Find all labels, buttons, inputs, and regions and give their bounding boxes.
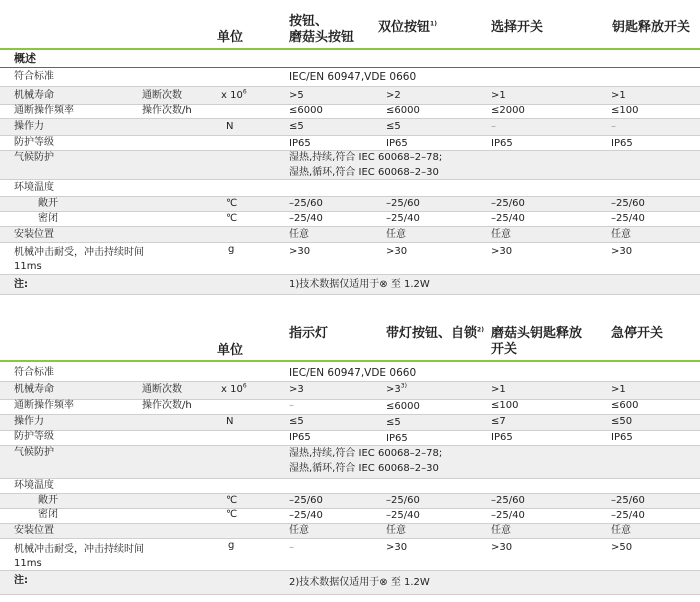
cell: 任意 (289, 229, 309, 240)
row-shade (0, 119, 700, 135)
row-shade (0, 87, 700, 105)
cell: 任意 (611, 525, 631, 536)
row-shade (0, 524, 700, 538)
row-label-open: 敞开 (38, 495, 58, 506)
cell: ≤100 (491, 400, 519, 411)
sub-label: 通断次数 (142, 384, 182, 395)
unit-cell: ℃ (226, 495, 238, 506)
unit-cell: g (228, 540, 235, 551)
cell: ≤600 (611, 400, 639, 411)
cell: –25/40 (491, 213, 525, 224)
cell: –25/40 (289, 510, 323, 521)
row-label-force: 操作力 (14, 121, 44, 132)
row-shade (0, 227, 700, 242)
unit-cell: g (228, 244, 235, 255)
row-label-frequency: 通断操作频率 (14, 105, 74, 116)
cell: IP65 (386, 433, 408, 444)
cell: –25/60 (611, 495, 645, 506)
note-text: 1)技术数据仅适用于⊗ 至 1.2W (289, 279, 430, 290)
accent-rule (0, 48, 700, 50)
cell: ≤5 (289, 416, 304, 427)
cell: –25/60 (289, 198, 323, 209)
header-unit: 单位 (217, 343, 244, 358)
cell: –25/60 (289, 495, 323, 506)
header-unit: 单位 (217, 30, 244, 45)
climate-line-1: 湿热,持续,符合 IEC 60068–2–78; (289, 448, 443, 459)
cell: >30 (289, 246, 311, 257)
climate-line-2: 湿热,循环,符合 IEC 60068–2–30 (289, 167, 439, 178)
section-title: 概述 (14, 52, 36, 65)
header-col1: 指示灯 (289, 326, 329, 341)
cell: –25/40 (491, 510, 525, 521)
header-col4: 急停开关 (611, 326, 664, 341)
row-label-standard: 符合标准 (14, 367, 54, 378)
header-col4: 钥匙释放开关 (612, 20, 691, 35)
header-col3-line2: 开关 (491, 342, 518, 357)
row-label-frequency: 通断操作频率 (14, 400, 74, 411)
header-col3: 选择开关 (491, 20, 544, 35)
cell: >30 (491, 246, 513, 257)
row-shade (0, 415, 700, 430)
cell: ≤6000 (386, 401, 420, 412)
row-label-life: 机械寿命 (14, 90, 54, 101)
cell: IP65 (491, 138, 513, 149)
cell: >1 (491, 90, 506, 101)
cell: ≤5 (386, 121, 401, 132)
cell: >30 (386, 246, 408, 257)
row-shade (0, 197, 700, 211)
cell: >5 (289, 90, 304, 101)
unit-cell: N (226, 121, 234, 132)
row-label-force: 操作力 (14, 416, 44, 427)
row-shade (0, 382, 700, 400)
cell: –25/40 (386, 213, 420, 224)
row-label-shock-duration: 11ms (14, 261, 42, 272)
cell: –25/40 (611, 510, 645, 521)
cell: $>3^{3)}$ (386, 382, 407, 395)
unit-cell: ℃ (226, 213, 238, 224)
cell: IP65 (611, 432, 633, 443)
cell: >30 (386, 542, 408, 553)
cell: >50 (611, 542, 633, 553)
cell: – (491, 121, 496, 132)
unit-cell: x $10^6$ (221, 88, 247, 101)
cell: –25/60 (386, 495, 420, 506)
cell: ≤6000 (386, 105, 420, 116)
unit-cell: x $10^6$ (221, 382, 247, 395)
cell: >1 (611, 384, 626, 395)
cell: –25/60 (491, 198, 525, 209)
divider (0, 67, 700, 68)
standard-value: IEC/EN 60947,VDE 0660 (289, 367, 417, 379)
note-text: 2)技术数据仅适用于⊗ 至 1.2W (289, 577, 430, 588)
note-label: 注: (14, 279, 28, 290)
cell: –25/40 (611, 213, 645, 224)
cell: 任意 (491, 525, 511, 536)
cell: – (289, 400, 294, 411)
row-shade (0, 494, 700, 508)
cell: ≤2000 (491, 105, 525, 116)
row-label-standard: 符合标准 (14, 71, 54, 82)
row-label-closed: 密闭 (38, 509, 58, 520)
row-label-closed: 密闭 (38, 213, 58, 224)
standard-value: IEC/EN 60947,VDE 0660 (289, 71, 417, 83)
row-label-mounting: 安装位置 (14, 525, 54, 536)
header-col1-line2: 磨菇头按钮 (289, 30, 355, 45)
row-label-mounting: 安装位置 (14, 229, 54, 240)
row-label-life: 机械寿命 (14, 384, 54, 395)
cell: >1 (611, 90, 626, 101)
climate-line-2: 湿热,循环,符合 IEC 60068–2–30 (289, 463, 439, 474)
row-label-protection: 防护等级 (14, 431, 54, 442)
cell: >30 (611, 246, 633, 257)
note-label: 注: (14, 575, 28, 586)
cell: –25/40 (386, 510, 420, 521)
cell: ≤6000 (289, 105, 323, 116)
cell: – (611, 121, 616, 132)
row-label-climate: 气候防护 (14, 152, 54, 163)
cell: ≤5 (386, 417, 401, 428)
cell: 任意 (491, 229, 511, 240)
row-label-shock-duration: 11ms (14, 558, 42, 569)
cell: ≤100 (611, 105, 639, 116)
cell: ≤50 (611, 416, 633, 427)
cell: IP65 (611, 138, 633, 149)
cell: >3 (289, 384, 304, 395)
cell: IP65 (386, 138, 408, 149)
cell: IP65 (289, 432, 311, 443)
cell: –25/40 (289, 213, 323, 224)
cell: ≤7 (491, 416, 506, 427)
accent-rule (0, 360, 700, 362)
header-col2: 带灯按钮、自锁$^{2)}$ (386, 326, 484, 341)
climate-line-1: 湿热,持续,符合 IEC 60068–2–78; (289, 152, 443, 163)
row-label-temperature: 环境温度 (14, 480, 54, 491)
sub-label: 操作次数/h (142, 105, 192, 116)
cell: 任意 (611, 229, 631, 240)
row-label-protection: 防护等级 (14, 137, 54, 148)
cell: –25/60 (611, 198, 645, 209)
cell: –25/60 (491, 495, 525, 506)
row-label-shock: 机械冲击耐受，冲击持续时间 (14, 247, 144, 258)
cell: ≤5 (289, 121, 304, 132)
cell: –25/60 (386, 198, 420, 209)
header-col3-line1: 磨菇头钥匙释放 (491, 326, 583, 341)
sub-label: 操作次数/h (142, 400, 192, 411)
cell: >2 (386, 90, 401, 101)
row-label-temperature: 环境温度 (14, 182, 54, 193)
row-label-climate: 气候防护 (14, 447, 54, 458)
unit-cell: ℃ (226, 509, 238, 520)
cell: >1 (491, 384, 506, 395)
sub-label: 通断次数 (142, 90, 182, 101)
header-col2: 双位按钮$^{1)}$ (378, 20, 437, 35)
unit-cell: ℃ (226, 198, 238, 209)
header-col1-line1: 按钮、 (289, 14, 329, 29)
cell: 任意 (289, 525, 309, 536)
row-label-open: 敞开 (38, 198, 58, 209)
unit-cell: N (226, 416, 234, 427)
cell: 任意 (386, 525, 406, 536)
cell: >30 (491, 542, 513, 553)
cell: – (289, 542, 294, 553)
cell: IP65 (491, 432, 513, 443)
cell: IP65 (289, 138, 311, 149)
row-label-shock: 机械冲击耐受，冲击持续时间 (14, 544, 144, 555)
cell: 任意 (386, 229, 406, 240)
